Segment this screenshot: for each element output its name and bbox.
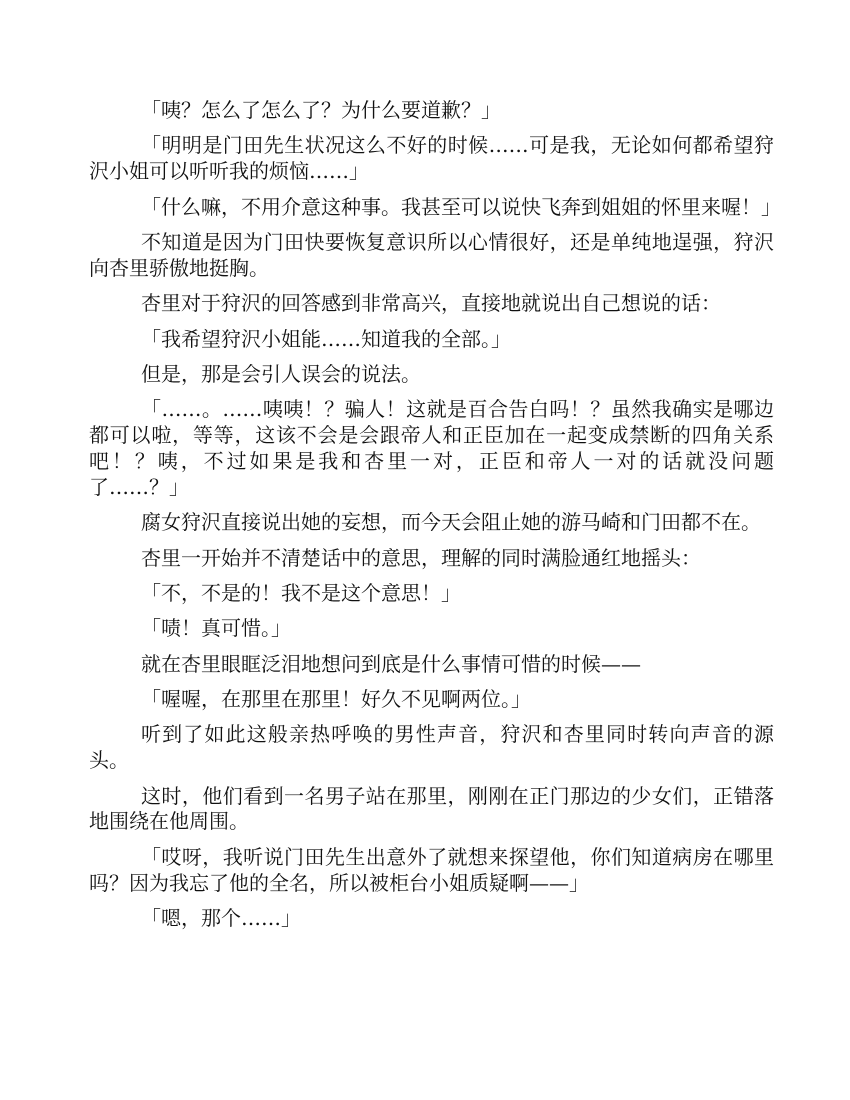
paragraph: 「……。……咦咦！？骗人！这就是百合告白吗！？虽然我确实是哪边都可以啦，等等，这该不会是会跟帝人和正臣加在一起变成禁断的四角关系吧！？咦，不过如果是我和杏里一对，正臣和帝人一对的话就没问题了……？」	[89, 397, 774, 499]
paragraph: 但是，那是会引人误会的说法。	[141, 361, 421, 386]
paragraph: 「什么嘛，不用介意这种事。我甚至可以说快飞奔到姐姐的怀里来喔！」	[141, 194, 781, 219]
paragraph: 杏里一开始并不清楚话中的意思，理解的同时满脸通红地摇头：	[141, 545, 701, 570]
paragraph: 就在杏里眼眶泛泪地想问到底是什么事情可惜的时候——	[141, 651, 641, 676]
document-body	[89, 98, 781, 941]
paragraph: 听到了如此这般亲热呼唤的男性声音，狩沢和杏里同时转向声音的源头。	[89, 722, 774, 773]
paragraph: 「喔喔，在那里在那里！好久不见啊两位。」	[141, 687, 531, 712]
paragraph: 这时，他们看到一名男子站在那里，刚刚在正门那边的少女们，正错落地围绕在他周围。	[89, 783, 774, 834]
paragraph: 「明明是门田先生状况这么不好的时候……可是我，无论如何都希望狩沢小姐可以听听我的烦恼……」	[89, 133, 774, 184]
paragraph: 杏里对于狩沢的回答感到非常高兴，直接地就说出自己想说的话：	[141, 291, 721, 316]
paragraph: 「哎呀，我听说门田先生出意外了就想来探望他，你们知道病房在哪里吗？因为我忘了他的全名，所以被柜台小姐质疑啊——」	[89, 844, 774, 895]
paragraph: 「我希望狩沢小姐能……知道我的全部。」	[141, 326, 511, 351]
paragraph: 「不，不是的！我不是这个意思！」	[141, 580, 461, 605]
paragraph: 「啧！真可惜。」	[141, 616, 291, 641]
paragraph: 不知道是因为门田快要恢复意识所以心情很好，还是单纯地逞强，狩沢向杏里骄傲地挺胸。	[89, 229, 774, 280]
paragraph: 「嗯，那个……」	[141, 906, 301, 931]
paragraph: 腐女狩沢直接说出她的妄想，而今天会阻止她的游马崎和门田都不在。	[141, 510, 761, 535]
paragraph: 「咦？怎么了怎么了？为什么要道歉？」	[141, 98, 501, 122]
